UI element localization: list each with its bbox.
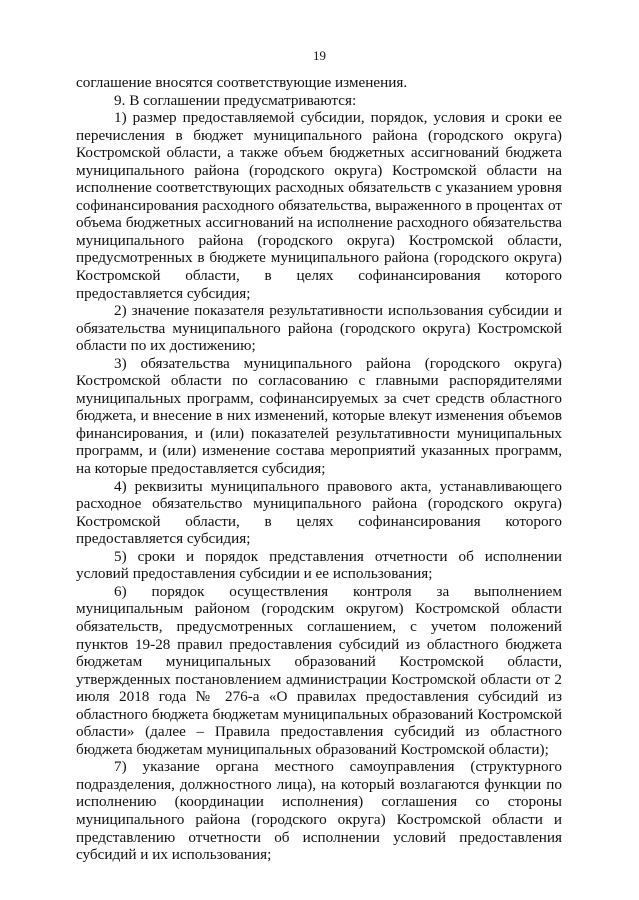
paragraph-subitem-6: 6) порядок осуществления контроля за выполнением муниципальным районом (городским округом) Костромской области обязательств, предусмотренных соглашением, с учетом положений пунктов 19-28 правил предоставления субсидий из областного бюджета бюджетам муниципальных образований Костромской области, утвержденных постановлением администрации Костромской области от 2 июля 2018 года № 276-а «О правилах предоставления субсидий из областного бюджета бюджетам муниципальных образований Костромской области» (далее – Правила предоставления субсидий из областного бюджета бюджетам муниципальных образований Костромской области); [76, 582, 562, 758]
document-body [76, 74, 562, 864]
page-number: 19 [313, 48, 326, 63]
paragraph-subitem-4: 4) реквизиты муниципального правового акта, устанавливающего расходное обязательство муниципального района (городского округа) Костромской области, в целях софинансирования которого предоставляется субсидия; [76, 477, 562, 548]
paragraph-item-9-heading: 9. В соглашении предусматриваются: [114, 91, 357, 109]
paragraph-subitem-5: 5) сроки и порядок представления отчетности об исполнении условий предоставления субсидии и ее использования; [76, 547, 562, 583]
paragraph-subitem-1: 1) размер предоставляемой субсидии, порядок, условия и сроки ее перечисления в бюджет муниципального района (городского округа) Костромской области, а также объем бюджетных ассигнований бюджета муниципального района (городского округа) Костромской области на исполнение соответствующих расходных обязательств с указанием уровня софинансирования расходного обязательства, выраженного в процентах от объема бюджетных ассигнований на исполнение расходного обязательства муниципального района (городского округа) Костромской области, предусмотренных в бюджете муниципального района (городского округа) Костромской области, в целях софинансирования которого предоставляется субсидия; [76, 109, 562, 302]
paragraph-subitem-3: 3) обязательства муниципального района (городского округа) Костромской области по согласованию с главными распорядителями муниципальных программ, софинансируемых за счет средств областного бюджета, и внесение в них изменений, которые влекут изменения объемов финансирования, и (или) показателей результативности муниципальных программ, и (или) изменение состава мероприятий указанных программ, на которые предоставляется субсидия; [76, 354, 562, 478]
paragraph-subitem-7: 7) указание органа местного самоуправления (структурного подразделения, должностного лица), на который возлагаются функции по исполнению (координации исполнения) соглашения со стороны муниципального района (городского округа) Костромской области и представлению отчетности об исполнении условий предоставления субсидий и их использования; [76, 758, 562, 864]
paragraph-subitem-2: 2) значение показателя результативности использования субсидии и обязательства муниципального района (городского округа) Костромской области по их достижению; [76, 302, 562, 355]
paragraph-continuation: соглашение вносятся соответствующие изменения. [76, 74, 408, 91]
